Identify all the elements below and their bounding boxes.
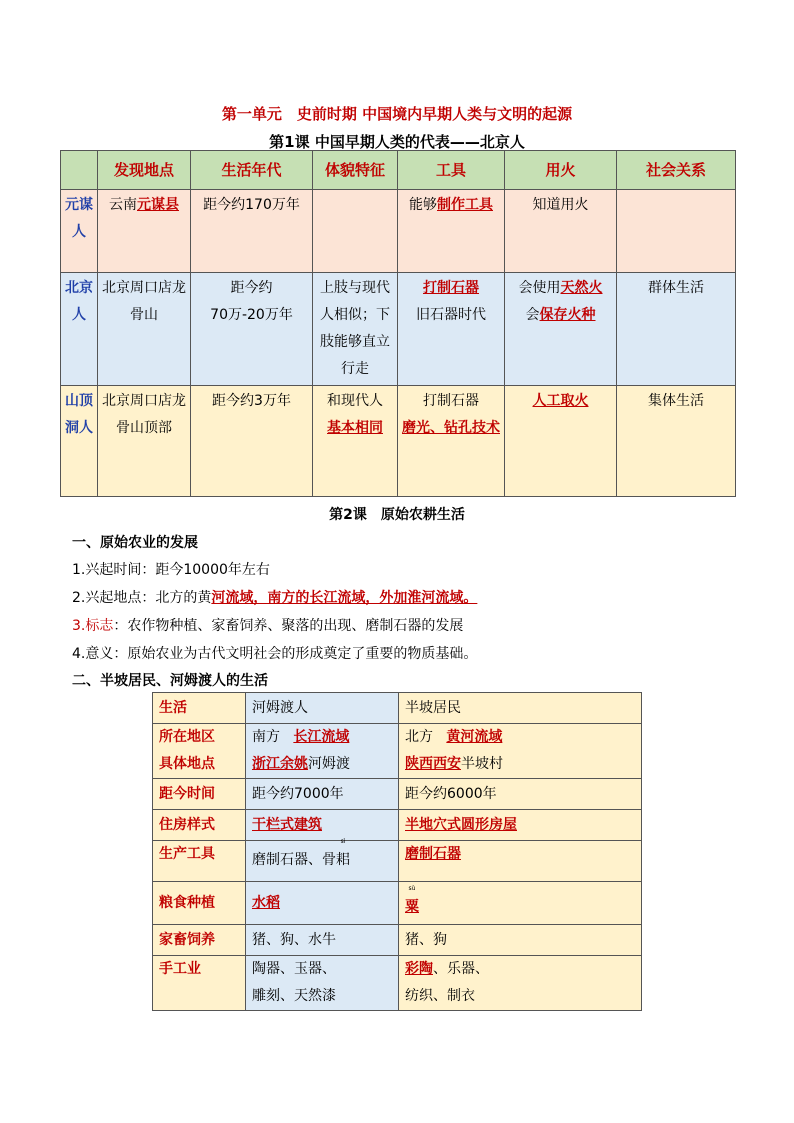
row-key-tools: 生产工具: [153, 841, 246, 882]
cell-place: 云南元谋县: [98, 190, 191, 273]
table-row: [153, 810, 642, 841]
table-row: [61, 386, 736, 497]
table-header-row: [153, 693, 642, 724]
cell-hemudu-craft: 陶器、玉器、 雕刻、天然漆: [246, 956, 399, 1011]
cell-tools: 打制石器 旧石器时代: [398, 273, 505, 386]
row-name-beijing: 北京人: [61, 273, 98, 386]
cell-tools: 能够制作工具: [398, 190, 505, 273]
cell-body: 和现代人 基本相同: [313, 386, 398, 497]
table-row: [153, 882, 642, 925]
cell-social: 集体生活: [617, 386, 736, 497]
cell-era: 距今约170万年: [191, 190, 313, 273]
cell-fire: 人工取火: [505, 386, 617, 497]
table-header-row: [61, 151, 736, 190]
table-row: [153, 841, 642, 882]
cell-hemudu-location: 南方 长江流域 浙江余姚河姆渡: [246, 724, 399, 779]
header-banpo: 半坡居民: [399, 693, 642, 724]
header-life: 生活: [153, 693, 246, 724]
row-name-shandingdong: 山顶洞人: [61, 386, 98, 497]
cell-hemudu-livestock: 猪、狗、水牛: [246, 925, 399, 956]
section1-item4: 4.意义：原始农业为古代文明社会的形成奠定了重要的物质基础。: [72, 646, 478, 662]
neolithic-life-table: [152, 692, 642, 1011]
cell-place: 北京周口店龙骨山顶部: [98, 386, 191, 497]
cell-social: [617, 190, 736, 273]
section1-item1: 1.兴起时间：距今10000年左右: [72, 562, 270, 578]
table-row: [153, 724, 642, 779]
section2-heading: 二、半坡居民、河姆渡人的生活: [72, 673, 268, 689]
ruby-su: sù 粟: [405, 884, 419, 915]
cell-banpo-location: 北方 黄河流域 陕西西安半坡村: [399, 724, 642, 779]
table-corner-cell: [61, 151, 98, 190]
cell-banpo-craft: 彩陶、乐器、 纺织、制衣: [399, 956, 642, 1011]
row-key-location: 所在地区 具体地点: [153, 724, 246, 779]
cell-hemudu-time: 距今约7000年: [246, 779, 399, 810]
table-row: [153, 925, 642, 956]
table-row: [153, 779, 642, 810]
cell-era: 距今约 70万-20万年: [191, 273, 313, 386]
unit-title: 第一单元 史前时期 中国境内早期人类与文明的起源: [221, 105, 573, 123]
cell-hemudu-tools: 磨制石器、骨 sì 耜: [246, 841, 399, 882]
cell-place: 北京周口店龙骨山: [98, 273, 191, 386]
lesson1-title: 第1课 中国早期人类的代表——北京人: [269, 133, 525, 151]
table-row: [61, 190, 736, 273]
lesson2-title: 第2课 原始农耕生活: [329, 507, 465, 523]
header-place: 发现地点: [98, 151, 191, 190]
cell-social: 群体生活: [617, 273, 736, 386]
early-humans-table: [60, 150, 736, 497]
cell-era: 距今约3万年: [191, 386, 313, 497]
cell-hemudu-house: 干栏式建筑: [246, 810, 399, 841]
cell-fire: 知道用火: [505, 190, 617, 273]
header-hemudu: 河姆渡人: [246, 693, 399, 724]
ruby-si: sì 耜: [336, 838, 350, 868]
header-body: 体貌特征: [313, 151, 398, 190]
header-fire: 用火: [505, 151, 617, 190]
cell-hemudu-grain: 水稻: [246, 882, 399, 925]
row-key-house: 住房样式: [153, 810, 246, 841]
table-row: [153, 956, 642, 1011]
section1-item3: 3.标志：农作物种植、家畜饲养、聚落的出现、磨制石器的发展: [72, 618, 464, 634]
section1-item2: 2.兴起地点：北方的黄河流域，南方的长江流域，外加淮河流域。: [72, 590, 478, 606]
cell-body: [313, 190, 398, 273]
cell-body: 上肢与现代人相似；下肢能够直立行走: [313, 273, 398, 386]
header-tools: 工具: [398, 151, 505, 190]
header-social: 社会关系: [617, 151, 736, 190]
row-name-yuanmou: 元谋人: [61, 190, 98, 273]
section1-heading: 一、原始农业的发展: [72, 535, 198, 551]
cell-tools: 打制石器 磨光、钻孔技术: [398, 386, 505, 497]
cell-banpo-tools: 磨制石器: [399, 841, 642, 882]
row-key-craft: 手工业: [153, 956, 246, 1011]
cell-banpo-livestock: 猪、狗: [399, 925, 642, 956]
cell-banpo-grain: [399, 882, 642, 925]
row-key-livestock: 家畜饲养: [153, 925, 246, 956]
row-key-time: 距今时间: [153, 779, 246, 810]
table-row: [61, 273, 736, 386]
row-key-grain: 粮食种植: [153, 882, 246, 925]
cell-banpo-time: 距今约6000年: [399, 779, 642, 810]
cell-banpo-house: 半地穴式圆形房屋: [399, 810, 642, 841]
header-era: 生活年代: [191, 151, 313, 190]
cell-fire: 会使用天然火 会保存火种: [505, 273, 617, 386]
